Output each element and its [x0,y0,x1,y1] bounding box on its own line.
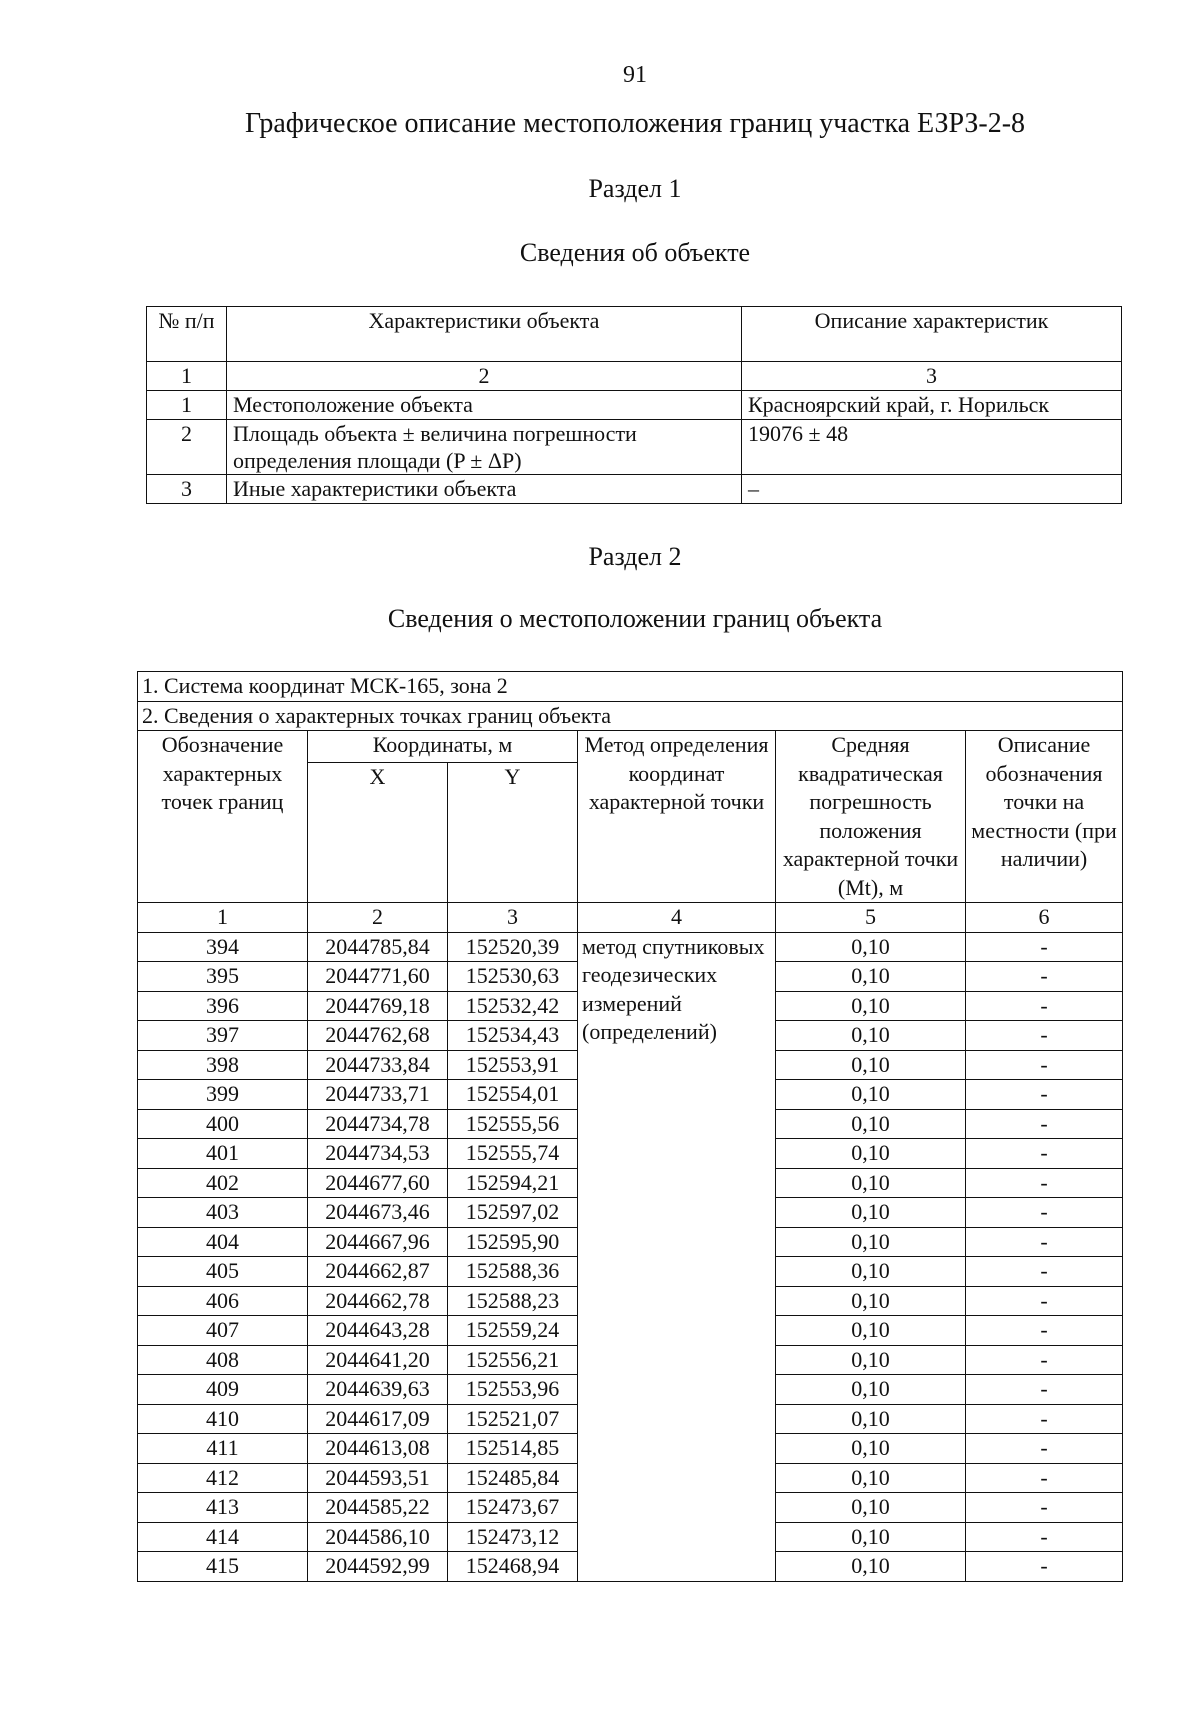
point-id: 396 [138,991,308,1021]
table-row [147,420,1122,475]
coord-x: 2044641,20 [308,1345,448,1375]
coord-x: 2044667,96 [308,1227,448,1257]
points-title: 2. Сведения о характерных точках границ объекта [138,701,1123,731]
section1-subheading: Сведения об объекте [519,238,751,267]
page-number: 91 [623,62,647,88]
coord-y: 152553,96 [448,1375,578,1405]
row-number: 1 [147,391,227,420]
section1-heading: Раздел 1 [588,174,682,203]
mean-square-error: 0,10 [776,1522,966,1552]
point-id: 414 [138,1522,308,1552]
coord-x: 2044771,60 [308,962,448,992]
coord-y: 152595,90 [448,1227,578,1257]
coord-x: 2044677,60 [308,1168,448,1198]
row-characteristic: Иные характеристики объекта [227,475,742,504]
mean-square-error: 0,10 [776,1463,966,1493]
mean-square-error: 0,10 [776,1345,966,1375]
point-description: - [966,1021,1123,1051]
coord-y: 152485,84 [448,1463,578,1493]
point-id: 395 [138,962,308,992]
point-id: 415 [138,1552,308,1582]
point-id: 413 [138,1493,308,1523]
coord-x: 2044673,46 [308,1198,448,1228]
coord-y: 152473,67 [448,1493,578,1523]
point-description: - [966,1345,1123,1375]
mean-square-error: 0,10 [776,1168,966,1198]
coord-y: 152554,01 [448,1080,578,1110]
col-number: 3 [448,903,578,933]
coord-y: 152555,74 [448,1139,578,1169]
coord-x: 2044662,87 [308,1257,448,1287]
coord-x: 2044643,28 [308,1316,448,1346]
coord-y: 152530,63 [448,962,578,992]
point-description: - [966,1227,1123,1257]
point-id: 402 [138,1168,308,1198]
mean-square-error: 0,10 [776,1021,966,1051]
header-number: № п/п [147,307,227,362]
point-description: - [966,1463,1123,1493]
point-description: - [966,962,1123,992]
point-description: - [966,1552,1123,1582]
coord-x: 2044586,10 [308,1522,448,1552]
point-description: - [966,1493,1123,1523]
mean-square-error: 0,10 [776,1286,966,1316]
coord-x: 2044617,09 [308,1404,448,1434]
coord-x: 2044734,53 [308,1139,448,1169]
coord-y: 152555,56 [448,1109,578,1139]
point-id: 406 [138,1286,308,1316]
col-number: 2 [227,362,742,391]
point-description: - [966,991,1123,1021]
col-number: 4 [578,903,776,933]
mean-square-error: 0,10 [776,962,966,992]
coord-y: 152468,94 [448,1552,578,1582]
point-id: 410 [138,1404,308,1434]
point-description: - [966,1139,1123,1169]
point-id: 401 [138,1139,308,1169]
section2-subheading: Сведения о местоположении границ объекта [387,604,883,633]
point-description: - [966,1109,1123,1139]
point-description: - [966,1316,1123,1346]
point-id: 398 [138,1050,308,1080]
mean-square-error: 0,10 [776,1109,966,1139]
mean-square-error: 0,10 [776,932,966,962]
point-description: - [966,1434,1123,1464]
point-description: - [966,1257,1123,1287]
mean-square-error: 0,10 [776,1434,966,1464]
coord-x: 2044734,78 [308,1109,448,1139]
point-id: 403 [138,1198,308,1228]
coord-y: 152521,07 [448,1404,578,1434]
point-description: - [966,1286,1123,1316]
mean-square-error: 0,10 [776,1139,966,1169]
point-id: 400 [138,1109,308,1139]
coord-y: 152553,91 [448,1050,578,1080]
col-number: 5 [776,903,966,933]
row-number: 3 [147,475,227,504]
header-method: Метод определения координат характерной точки [578,731,776,903]
coord-x: 2044593,51 [308,1463,448,1493]
table-row [138,932,1123,962]
row-value: 19076 ± 48 [742,420,1122,475]
row-value: Красноярский край, г. Норильск [742,391,1122,420]
mean-square-error: 0,10 [776,1404,966,1434]
mean-square-error: 0,10 [776,1227,966,1257]
row-value: – [742,475,1122,504]
header-x: X [308,763,448,903]
coord-x: 2044762,68 [308,1021,448,1051]
point-id: 407 [138,1316,308,1346]
method-cell: метод спутниковых геодезических измерений (определений) [578,932,776,1581]
mean-square-error: 0,10 [776,1257,966,1287]
row-characteristic: Местоположение объекта [227,391,742,420]
coord-x: 2044769,18 [308,991,448,1021]
coord-y: 152588,23 [448,1286,578,1316]
coord-x: 2044592,99 [308,1552,448,1582]
point-id: 397 [138,1021,308,1051]
point-id: 409 [138,1375,308,1405]
mean-square-error: 0,10 [776,1493,966,1523]
object-info-table [146,306,1122,504]
point-id: 399 [138,1080,308,1110]
mean-square-error: 0,10 [776,1198,966,1228]
coord-y: 152473,12 [448,1522,578,1552]
coord-y: 152520,39 [448,932,578,962]
point-description: - [966,1375,1123,1405]
mean-square-error: 0,10 [776,1375,966,1405]
point-description: - [966,1080,1123,1110]
point-description: - [966,1522,1123,1552]
coord-x: 2044662,78 [308,1286,448,1316]
mean-square-error: 0,10 [776,1050,966,1080]
table-row [147,475,1122,504]
coord-y: 152514,85 [448,1434,578,1464]
header-point: Обозначение характерных точек границ [138,731,308,903]
mean-square-error: 0,10 [776,1080,966,1110]
col-number: 6 [966,903,1123,933]
point-description: - [966,1168,1123,1198]
coord-system: 1. Система координат МСК-165, зона 2 [138,672,1123,702]
coord-y: 152588,36 [448,1257,578,1287]
mean-square-error: 0,10 [776,1552,966,1582]
col-number: 3 [742,362,1122,391]
header-coords: Координаты, м [308,731,578,763]
coord-y: 152597,02 [448,1198,578,1228]
col-number: 2 [308,903,448,933]
point-description: - [966,1404,1123,1434]
coord-y: 152594,21 [448,1168,578,1198]
col-number: 1 [138,903,308,933]
point-id: 394 [138,932,308,962]
row-number: 2 [147,420,227,475]
header-y: Y [448,763,578,903]
coord-x: 2044785,84 [308,932,448,962]
coord-y: 152559,24 [448,1316,578,1346]
coord-x: 2044613,08 [308,1434,448,1464]
col-number: 1 [147,362,227,391]
coord-y: 152532,42 [448,991,578,1021]
coord-y: 152534,43 [448,1021,578,1051]
coord-x: 2044733,71 [308,1080,448,1110]
header-characteristic: Характеристики объекта [227,307,742,362]
point-id: 404 [138,1227,308,1257]
point-id: 405 [138,1257,308,1287]
header-description: Описание обозначения точки на местности (при наличии) [966,731,1123,903]
point-id: 411 [138,1434,308,1464]
point-description: - [966,932,1123,962]
document-title: Графическое описание местоположения границ участка ЕЗРЗ-2-8 [244,108,1026,139]
coord-x: 2044585,22 [308,1493,448,1523]
row-characteristic: Площадь объекта ± величина погрешности определения площади (P ± ΔP) [227,420,742,475]
table-row [147,391,1122,420]
coord-x: 2044639,63 [308,1375,448,1405]
mean-square-error: 0,10 [776,991,966,1021]
coord-y: 152556,21 [448,1345,578,1375]
point-id: 412 [138,1463,308,1493]
header-error: Средняя квадратическая погрешность положения характерной точки (Mt), м [776,731,966,903]
point-description: - [966,1050,1123,1080]
mean-square-error: 0,10 [776,1316,966,1346]
header-description: Описание характеристик [742,307,1122,362]
point-id: 408 [138,1345,308,1375]
section2-heading: Раздел 2 [588,542,682,571]
boundary-points-table [137,671,1123,1582]
coord-x: 2044733,84 [308,1050,448,1080]
point-description: - [966,1198,1123,1228]
